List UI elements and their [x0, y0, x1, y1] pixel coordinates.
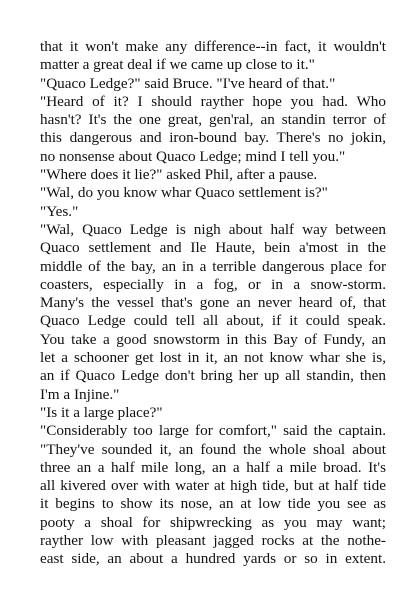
text-line: Many's the vessel that's gone an never heard of, that	[40, 294, 386, 312]
text-line: You take a good snowstorm in this Bay of Fundy, an	[40, 330, 386, 348]
text-line: "Quaco Ledge?" said Bruce. "I've heard of that."	[40, 74, 336, 92]
text-line: I'm a Injine."	[40, 385, 120, 403]
text-line: middle of the bay, an in a terrible dangerous place for	[40, 257, 386, 275]
text-line: all kivered over with water at high tide, but at half tide	[40, 477, 386, 495]
text-line: no nonsense about Quaco Ledge; mind I tell you."	[40, 147, 346, 165]
text-line: Quaco settlement and Ile Haute, bein a'most in the	[40, 239, 386, 257]
text-line: it begins to show its nose, an at low tide you see as	[40, 495, 386, 513]
text-line: "Wal, Quaco Ledge is nigh about half way between	[40, 220, 386, 238]
text-line: "Considerably too large for comfort," said the captain.	[40, 422, 386, 440]
body-text	[40, 38, 386, 569]
text-line: Quaco Ledge could tell all about, if it could speak.	[40, 312, 386, 330]
text-line: let a schooner get lost in it, an not know whar she is,	[40, 349, 386, 367]
text-line: "Heard of it? I should rayther hope you had. Who	[40, 92, 386, 110]
text-line: hasn't? It's the one great, gen'ral, an standin terror of	[40, 111, 386, 129]
text-line: "Is it a large place?"	[40, 403, 163, 421]
text-line: this dangerous and iron-bound bay. There's no jokin,	[40, 129, 386, 147]
text-line: rayther low with pleasant jagged rocks at the nothe-	[40, 532, 386, 550]
text-line: coasters, especially in a fog, or in a snow-storm.	[40, 275, 386, 293]
text-line: matter a great deal if we came up close to it."	[40, 56, 315, 74]
text-line: "Wal, do you know whar Quaco settlement is?"	[40, 184, 328, 202]
text-line: "They've sounded it, an found the whole shoal about	[40, 440, 386, 458]
text-line: pooty a shoal for shipwrecking as you may want;	[40, 513, 386, 531]
text-line: east side, an about a hundred yards or so in extent.	[40, 550, 386, 568]
text-line: "Where does it lie?" asked Phil, after a pause.	[40, 166, 318, 184]
text-line: three an a half mile long, an a half a mile broad. It's	[40, 458, 386, 476]
text-line: "Yes."	[40, 202, 79, 220]
text-line: an if Quaco Ledge don't bring her up all standin, then	[40, 367, 386, 385]
text-line: that it won't make any difference--in fact, it wouldn't	[40, 38, 386, 55]
